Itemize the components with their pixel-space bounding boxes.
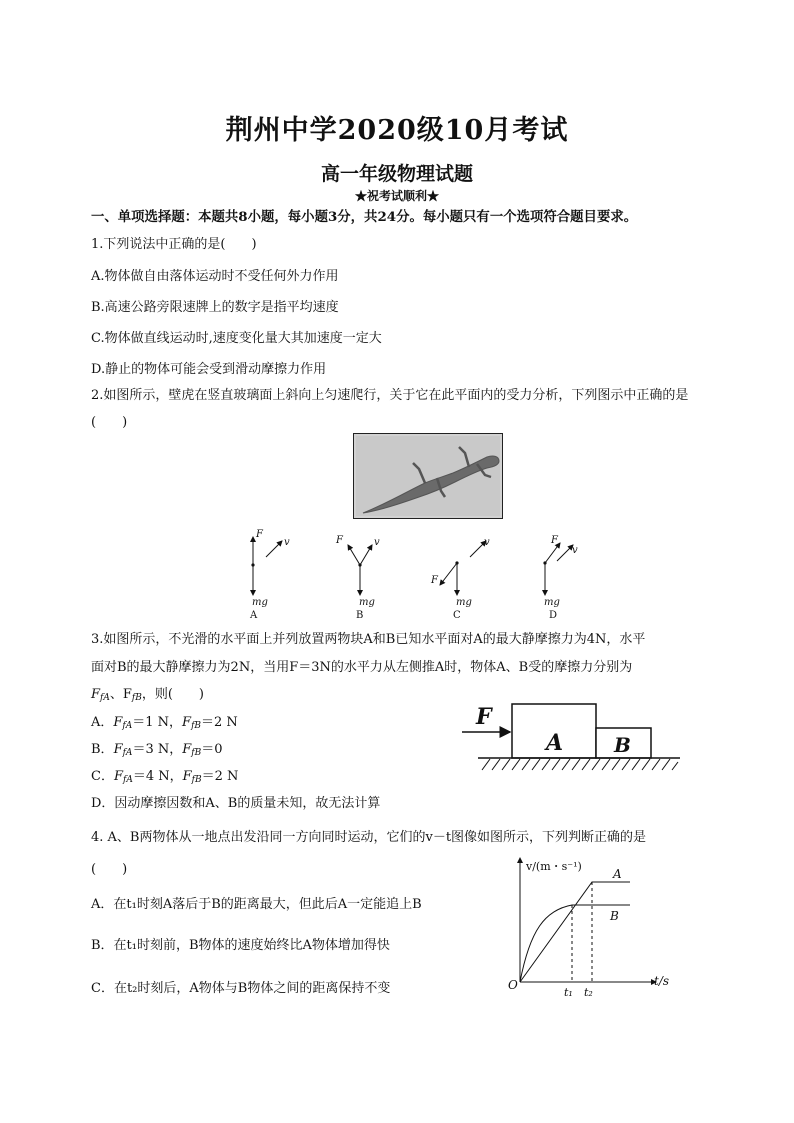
q1-option-c: C.物体做直线运动时,速度变化量大其加速度一定大 xyxy=(91,331,382,346)
diag-c-label: C xyxy=(453,610,461,621)
q1-option-a: A.物体做自由落体运动时不受任何外力作用 xyxy=(91,269,339,284)
q3-option-c: C．$F_{fA}=4$ N，$F_{fB}=2$ N xyxy=(91,769,239,785)
q3-blocks-diagram xyxy=(458,700,680,774)
diag-b-label: B xyxy=(356,610,364,621)
line-a xyxy=(520,882,630,982)
diag-c-velocity-label: v xyxy=(484,537,490,548)
t2-label: t₂ xyxy=(584,986,593,999)
q1-option-d: D.静止的物体可能会受到滑动摩擦力作用 xyxy=(91,362,327,377)
q2-stem-line2: ( ) xyxy=(91,415,128,430)
line-a-label: A xyxy=(613,867,622,881)
origin-label: O xyxy=(508,978,518,992)
q4-stem-line1: 4. A、B两物体从一地点出发沿同一方向同时运动，它们的v－t图像如图所示，下列判断正确的是 xyxy=(91,830,647,845)
q2-stem-line1: 2.如图所示，壁虎在竖直玻璃面上斜向上匀速爬行，关于它在此平面内的受力分析，下列图示中正确的是 xyxy=(91,388,689,403)
diag-d-gravity-label: mg xyxy=(544,597,560,608)
force-label: F xyxy=(476,704,492,730)
q1-option-b: B.高速公路旁限速牌上的数字是指平均速度 xyxy=(91,300,339,315)
q2-force-diagrams xyxy=(240,523,590,623)
exam-wish: ★祝考试顺利★ xyxy=(354,189,439,203)
diag-c-force-label: F xyxy=(431,575,438,586)
q1-stem: 1.下列说法中正确的是( ) xyxy=(91,237,257,252)
diag-b-force-label: F xyxy=(336,535,343,546)
q3-stem-line2: 面对B的最大静摩擦力为2N，当用F＝3N的水平力从左侧推A时，物体A、B受的摩擦力分别为 xyxy=(91,660,633,675)
diag-b-gravity-label: mg xyxy=(359,597,375,608)
diag-d-label: D xyxy=(549,610,558,621)
q3-option-b: B．$F_{fA}=3$ N，$F_{fB}=0$ xyxy=(91,742,223,758)
q3-stem-line3: $F_{fA}$、$F_{fB}$，则( ) xyxy=(91,687,205,703)
exam-subtitle: 高一年级物理试题 xyxy=(320,163,473,185)
diag-a-force-label: F xyxy=(256,529,263,540)
line-b-label: B xyxy=(610,909,619,923)
y-axis-label: v/(m・s⁻¹) xyxy=(526,860,582,873)
diag-c-gravity-label: mg xyxy=(456,597,472,608)
q4-option-a: A．在t₁时刻A落后于B的距离最大，但此后A一定能追上B xyxy=(91,897,422,912)
q4-option-c: C．在t₂时刻后，A物体与B物体之间的距离保持不变 xyxy=(91,981,391,996)
x-axis-label: t/s xyxy=(654,974,670,988)
section-heading: 一、单项选择题：本题共8小题，每小题3分，共24分。每小题只有一个选项符合题目要求。 xyxy=(91,209,638,225)
exam-title: 荆州中学2020级10月考试 xyxy=(225,115,569,146)
diag-d-force-label: F xyxy=(551,535,558,546)
t1-label: t₁ xyxy=(564,986,573,999)
block-b-label: B xyxy=(614,733,631,757)
q4-option-b: B．在t₁时刻前，B物体的速度始终比A物体增加得快 xyxy=(91,938,390,953)
diag-a-label: A xyxy=(250,610,258,621)
diag-a-velocity-label: v xyxy=(284,537,290,548)
gecko-photo xyxy=(353,433,503,519)
diag-d-velocity-label: v xyxy=(572,545,578,556)
q3-option-a: A．$F_{fA}=1$ N，$F_{fB}=2$ N xyxy=(91,715,238,731)
diag-b-velocity-label: v xyxy=(374,537,380,548)
q3-stem-line1: 3.如图所示，不光滑的水平面上并列放置两物块A和B已知水平面对A的最大静摩擦力为4N，水平 xyxy=(91,632,646,647)
diag-a-gravity-label: mg xyxy=(252,597,268,608)
q4-stem-line2: ( ) xyxy=(91,862,128,877)
q3-option-d: D．因动摩擦因数和A、B的质量未知，故无法计算 xyxy=(91,796,381,811)
block-a-label: A xyxy=(546,730,564,756)
q4-vt-graph xyxy=(500,850,680,1000)
